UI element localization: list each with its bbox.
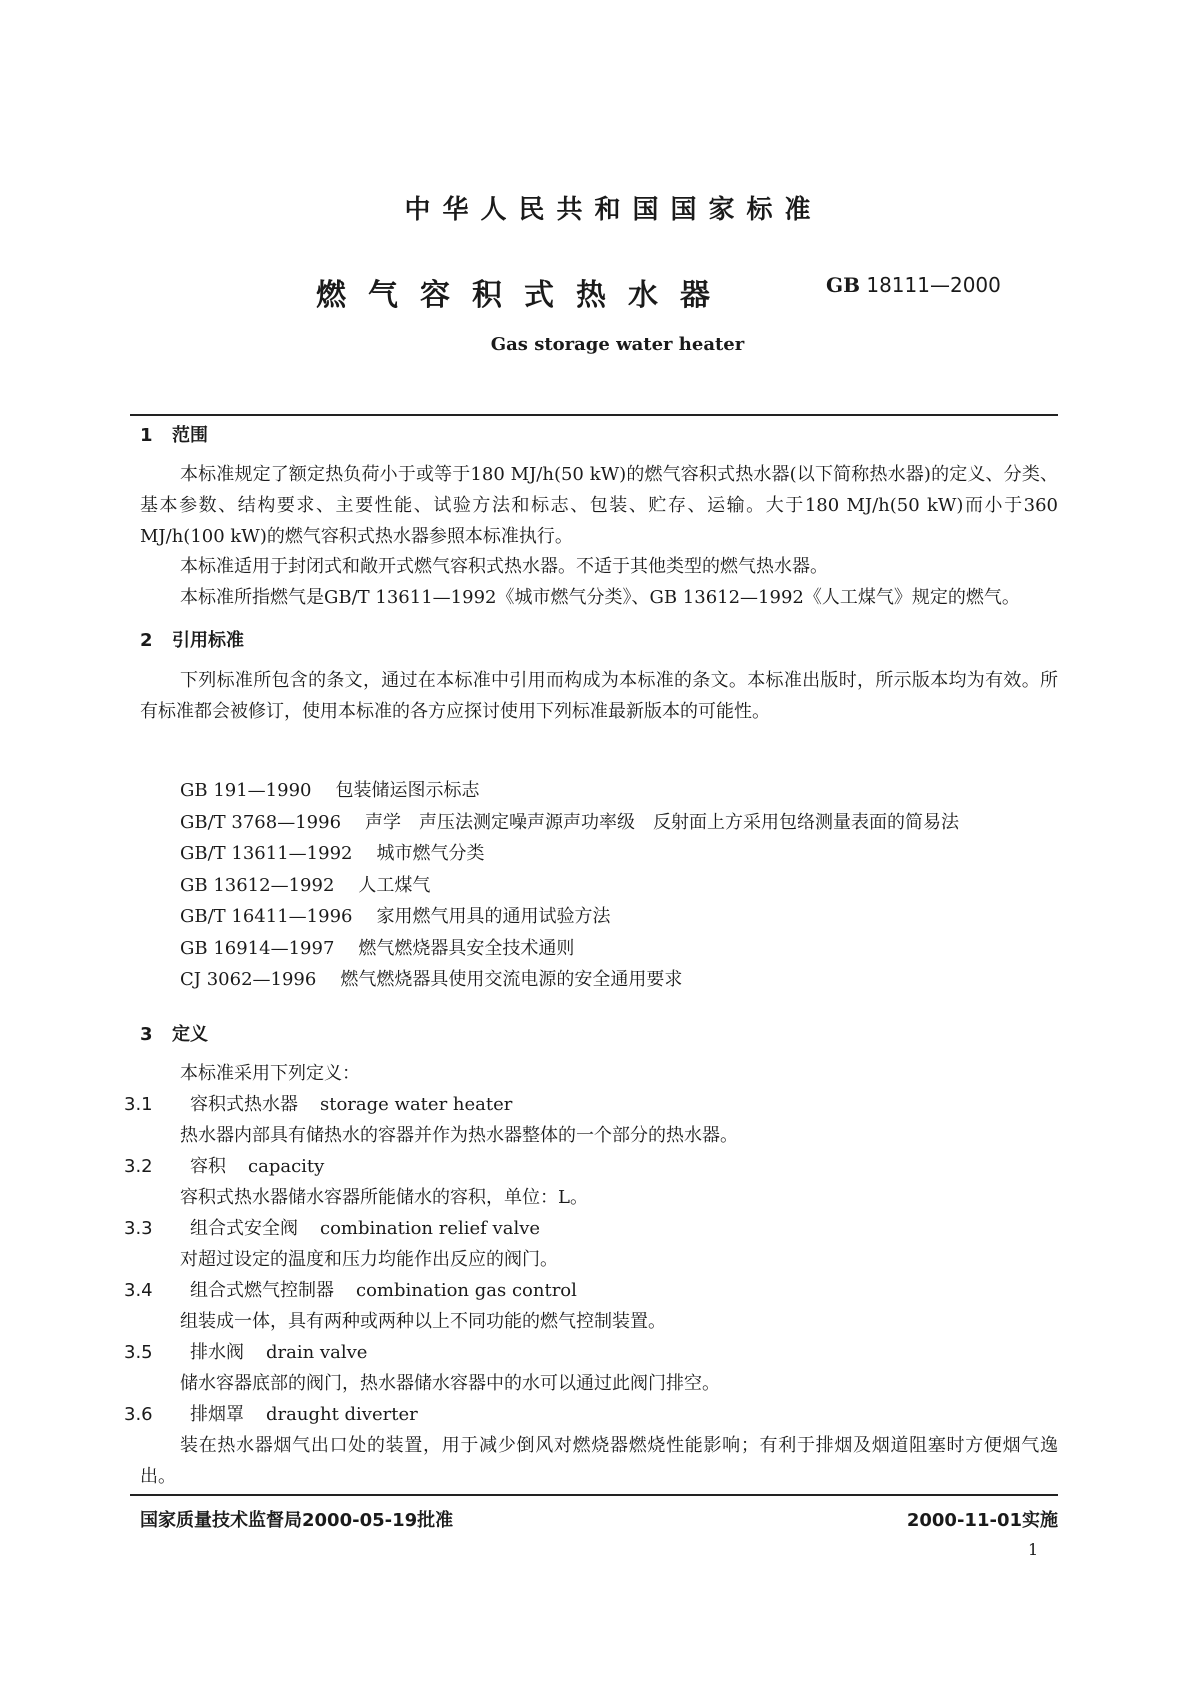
document-title-en: Gas storage water heater bbox=[490, 334, 745, 355]
definition-number: 3.1 bbox=[124, 1094, 153, 1115]
header-divider bbox=[130, 414, 1058, 416]
reference-item bbox=[180, 964, 959, 996]
effective-date: 2000-11-01实施 bbox=[906, 1510, 1058, 1531]
standard-code: 18111—2000 bbox=[866, 273, 1001, 297]
definition-term-en: draught diverter bbox=[266, 1404, 418, 1425]
document-title-cn: 燃气容积式热水器 bbox=[316, 278, 732, 313]
definition-heading bbox=[124, 1276, 577, 1302]
definition-heading bbox=[124, 1152, 324, 1178]
definition-term-en: combination relief valve bbox=[320, 1218, 541, 1239]
definition-text: 对超过设定的温度和压力均能作出反应的阀门。 bbox=[180, 1249, 558, 1270]
reference-item bbox=[180, 901, 959, 933]
footer-divider bbox=[130, 1494, 1058, 1496]
definition-number: 3.3 bbox=[124, 1218, 153, 1239]
reference-code: GB 13612—1992 bbox=[180, 874, 335, 896]
definition-text: 热水器内部具有储热水的容器并作为热水器整体的一个部分的热水器。 bbox=[180, 1125, 738, 1146]
reference-code: GB/T 13611—1992 bbox=[180, 843, 353, 864]
reference-title: 家用燃气用具的通用试验方法 bbox=[376, 906, 611, 927]
definition-term-en: storage water heater bbox=[320, 1094, 513, 1115]
reference-code: GB 191—1990 bbox=[180, 780, 312, 801]
section-1-heading bbox=[140, 421, 208, 447]
definition-term: 容积式热水器 bbox=[190, 1094, 298, 1115]
definition-text: 装在热水器烟气出口处的装置，用于减少倒风对燃烧器燃烧性能影响；有利于排烟及烟道阻塞时方便烟气逸出。 bbox=[140, 1435, 1058, 1487]
reference-title: 燃气燃烧器具使用交流电源的安全通用要求 bbox=[340, 969, 683, 990]
definition-text: 组装成一体，具有两种或两种以上不同功能的燃气控制装置。 bbox=[180, 1311, 666, 1332]
reference-title: 包装储运图示标志 bbox=[335, 780, 480, 801]
definition-number: 3.4 bbox=[124, 1280, 153, 1301]
definition-term: 组合式安全阀 bbox=[190, 1218, 298, 1239]
section-number: 1 bbox=[140, 425, 153, 446]
standard-number bbox=[826, 273, 1001, 297]
definition-text: 储水容器底部的阀门，热水器储水容器中的水可以通过此阀门排空。 bbox=[180, 1373, 720, 1394]
definition-term: 组合式燃气控制器 bbox=[190, 1280, 334, 1301]
definition-heading bbox=[124, 1214, 540, 1240]
section-1-paragraph: 本标准所指燃气是GB/T 13611—1992《城市燃气分类》、GB 13612—1992《人工煤气》规定的燃气。 bbox=[180, 587, 1020, 608]
standard-prefix: GB bbox=[826, 273, 860, 297]
definition-heading bbox=[124, 1338, 367, 1364]
reference-title: 城市燃气分类 bbox=[376, 843, 485, 864]
section-2-intro: 下列标准所包含的条文，通过在本标准中引用而构成为本标准的条文。本标准出版时，所示版本均为有效。所有标准都会被修订，使用本标准的各方应探讨使用下列标准最新版本的可能性。 bbox=[140, 670, 1058, 722]
reference-code: GB/T 16411—1996 bbox=[180, 906, 353, 927]
reference-item bbox=[180, 775, 959, 807]
reference-item bbox=[180, 807, 959, 839]
definition-heading bbox=[124, 1090, 512, 1116]
section-number: 3 bbox=[140, 1024, 153, 1045]
definition-term-en: combination gas control bbox=[356, 1280, 577, 1301]
page-number: 1 bbox=[1028, 1540, 1039, 1559]
definition-number: 3.6 bbox=[124, 1404, 153, 1425]
reference-item bbox=[180, 870, 959, 902]
approval-date: 国家质量技术监督局2000-05-19批准 bbox=[140, 1510, 454, 1531]
section-number: 2 bbox=[140, 630, 153, 651]
definition-term-en: drain valve bbox=[266, 1342, 368, 1363]
definition-term-en: capacity bbox=[248, 1156, 325, 1177]
definition-number: 3.5 bbox=[124, 1342, 153, 1363]
section-2-heading bbox=[140, 626, 244, 652]
issuing-authority: 中华人民共和国国家标准 bbox=[404, 195, 823, 225]
definition-number: 3.2 bbox=[124, 1156, 153, 1177]
reference-title: 燃气燃烧器具安全技术通则 bbox=[358, 937, 575, 959]
section-title: 范围 bbox=[172, 425, 208, 446]
reference-item bbox=[180, 838, 959, 870]
normative-references-list bbox=[180, 775, 959, 996]
section-1-paragraph: 本标准适用于封闭式和敞开式燃气容积式热水器。不适于其他类型的燃气热水器。 bbox=[180, 556, 828, 577]
reference-item bbox=[180, 933, 959, 965]
section-3-heading bbox=[140, 1020, 208, 1046]
section-3-intro: 本标准采用下列定义： bbox=[180, 1063, 360, 1084]
definition-text: 容积式热水器储水容器所能储水的容积，单位：L。 bbox=[180, 1187, 588, 1208]
definition-term: 排水阀 bbox=[190, 1342, 244, 1363]
reference-title: 声学 声压法测定噪声源声功率级 反射面上方采用包络测量表面的简易法 bbox=[365, 811, 960, 833]
reference-code: CJ 3062—1996 bbox=[180, 969, 317, 990]
definition-heading bbox=[124, 1400, 418, 1426]
definition-term: 排烟罩 bbox=[190, 1404, 244, 1425]
reference-code: GB/T 3768—1996 bbox=[180, 811, 342, 833]
reference-code: GB 16914—1997 bbox=[180, 937, 335, 959]
section-title: 定义 bbox=[172, 1024, 208, 1045]
section-1-paragraph: 本标准规定了额定热负荷小于或等于180 MJ/h(50 kW)的燃气容积式热水器(以下简称热水器)的定义、分类、基本参数、结构要求、主要性能、试验方法和标志、包装、贮存、运输。大于180 MJ/h(50 kW)而小于360 MJ/h(100 kW)的燃气容积式热水器参照本标准执行。 bbox=[140, 464, 1058, 547]
reference-title: 人工煤气 bbox=[358, 874, 431, 896]
section-title: 引用标准 bbox=[172, 630, 244, 651]
definition-term: 容积 bbox=[190, 1156, 226, 1177]
